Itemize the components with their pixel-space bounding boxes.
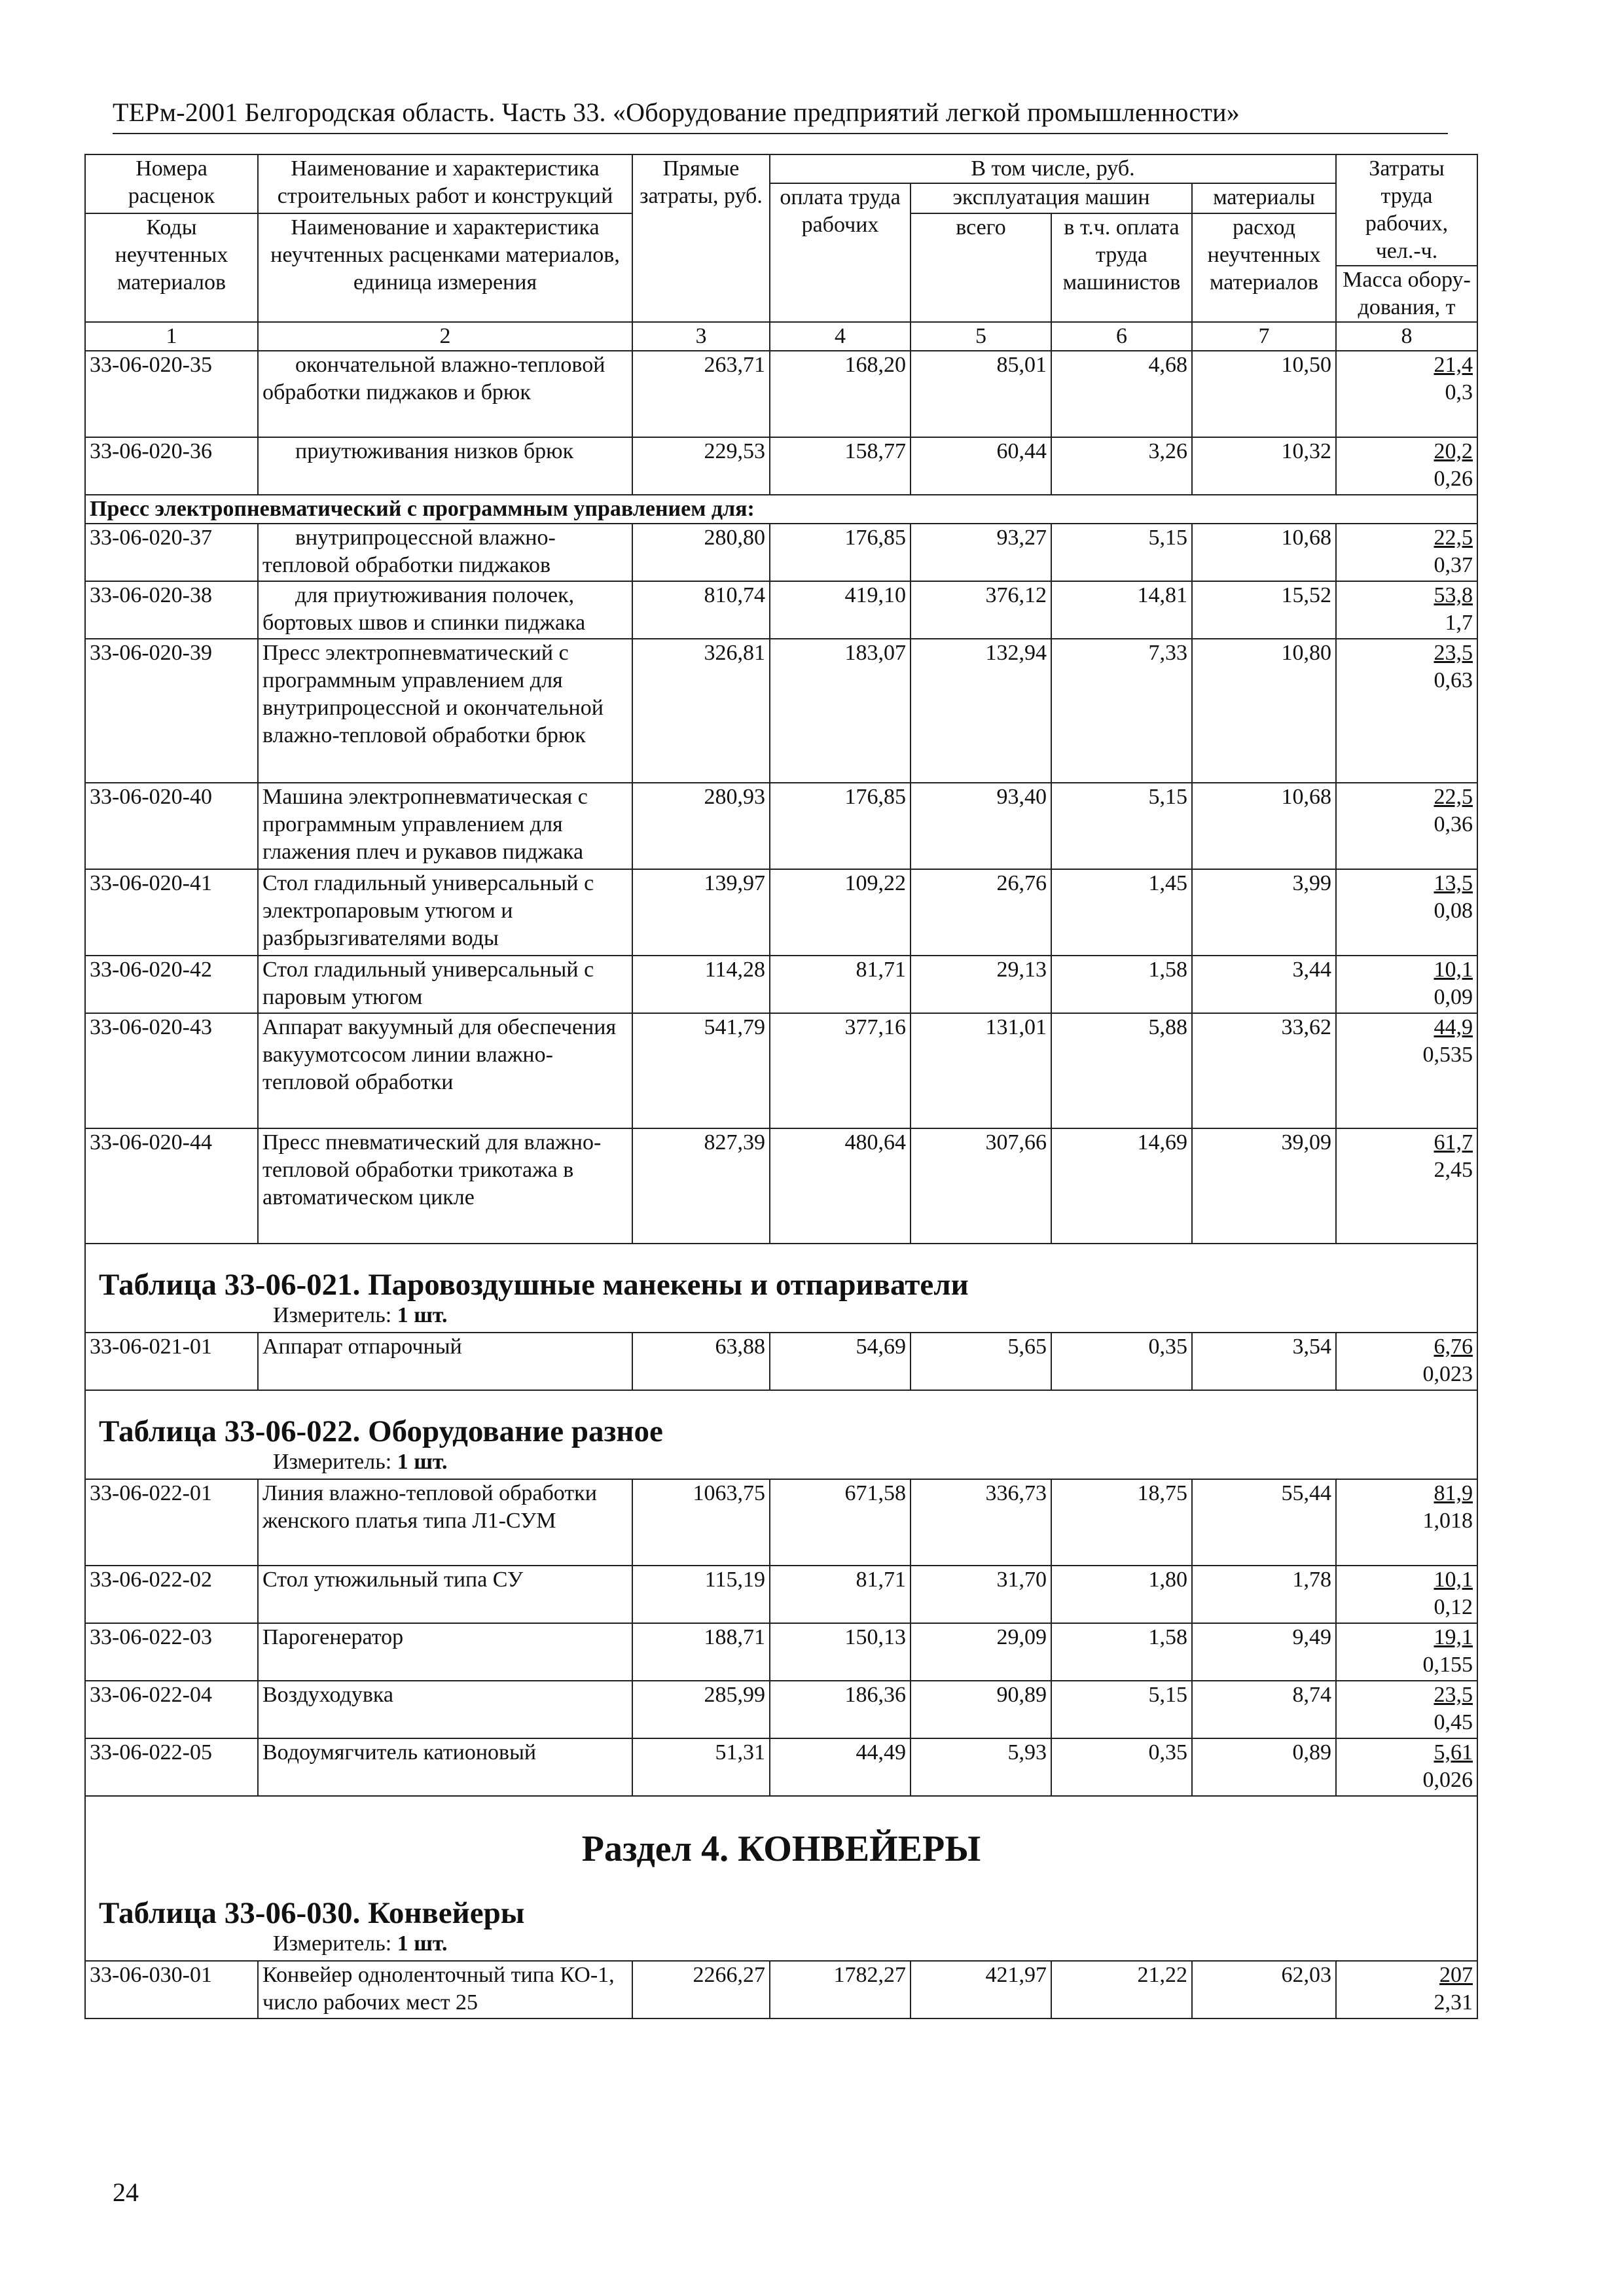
machinist-wages: 14,69 (1051, 1128, 1192, 1244)
table-heading (85, 1390, 1477, 1479)
labor-mass-cell (1336, 581, 1477, 639)
table-row (85, 581, 1477, 639)
worker-wages: 1782,27 (770, 1961, 911, 2018)
work-name: приутюживания низков брюк (258, 437, 632, 495)
table-row (85, 437, 1477, 495)
rate-code: 33-06-020-40 (85, 783, 258, 869)
direct-costs: 1063,75 (632, 1479, 770, 1566)
worker-wages: 109,22 (770, 869, 911, 956)
labor-mass-cell (1336, 1333, 1477, 1390)
labor-mass-cell (1336, 437, 1477, 495)
rate-code: 33-06-021-01 (85, 1333, 258, 1390)
meter (90, 1448, 1473, 1479)
running-header: ТЕРм-2001 Белгородская область. Часть 33. «Оборудование предприятий легкой промышленности» (113, 98, 1240, 127)
direct-costs: 827,39 (632, 1128, 770, 1244)
machinist-wages: 1,45 (1051, 869, 1192, 956)
machines-total: 421,97 (911, 1961, 1051, 2018)
group-heading: Пресс электропневматический с программным управлением для: (85, 495, 1477, 524)
table-row (85, 639, 1477, 783)
materials-cost: 3,54 (1192, 1333, 1336, 1390)
materials-cost: 55,44 (1192, 1479, 1336, 1566)
col-mass-header: Масса обору-дования, т (1336, 266, 1477, 322)
labor-hours: 22,5 (1434, 526, 1473, 550)
equipment-mass: 0,63 (1434, 668, 1473, 692)
direct-costs: 229,53 (632, 437, 770, 495)
machinist-wages: 0,35 (1051, 1333, 1192, 1390)
rate-code: 33-06-020-44 (85, 1128, 258, 1244)
worker-wages: 158,77 (770, 437, 911, 495)
column-number: 5 (911, 322, 1051, 351)
materials-cost: 1,78 (1192, 1566, 1336, 1623)
work-name: Конвейер одноленточный типа КО-1, число рабочих мест 25 (258, 1961, 632, 2018)
machines-total: 93,40 (911, 783, 1051, 869)
col-material-usage-header: расход неучтенных материалов (1192, 213, 1336, 322)
col-labor-header: Затраты труда рабочих, чел.-ч. (1336, 154, 1477, 266)
machines-total: 29,09 (911, 1623, 1051, 1681)
labor-hours: 81,9 (1434, 1481, 1473, 1505)
rate-code: 33-06-020-42 (85, 956, 258, 1013)
column-number: 4 (770, 322, 911, 351)
table-row (85, 1961, 1477, 2018)
direct-costs: 280,93 (632, 783, 770, 869)
equipment-mass: 0,026 (1422, 1768, 1473, 1792)
meter-value: 1 шт. (397, 1931, 448, 1956)
direct-costs: 114,28 (632, 956, 770, 1013)
table-row (85, 1333, 1477, 1390)
labor-mass-cell (1336, 869, 1477, 956)
rate-code: 33-06-022-05 (85, 1738, 258, 1796)
col-machinist-wages-header: в т.ч. оплата труда машинистов (1051, 213, 1192, 322)
work-name: Линия влажно-тепловой обработки женского платья типа Л1-СУМ (258, 1479, 632, 1566)
table-row (85, 1623, 1477, 1681)
table-row (85, 1566, 1477, 1623)
equipment-mass: 1,018 (1422, 1509, 1473, 1533)
labor-hours: 21,4 (1434, 353, 1473, 377)
table-heading (85, 1796, 1477, 1961)
labor-hours: 22,5 (1434, 785, 1473, 809)
labor-mass-cell (1336, 1738, 1477, 1796)
machines-total: 90,89 (911, 1681, 1051, 1738)
work-name: Стол гладильный универсальный с электропаровым утюгом и разбрызгивателями воды (258, 869, 632, 956)
machinist-wages: 3,26 (1051, 437, 1192, 495)
worker-wages: 186,36 (770, 1681, 911, 1738)
work-name: внутрипроцессной влажно-тепловой обработки пиджаков (258, 524, 632, 581)
worker-wages: 183,07 (770, 639, 911, 783)
labor-mass-cell (1336, 783, 1477, 869)
column-numbers-row (85, 322, 1477, 351)
equipment-mass: 0,37 (1434, 553, 1473, 577)
materials-cost: 39,09 (1192, 1128, 1336, 1244)
machinist-wages: 18,75 (1051, 1479, 1192, 1566)
rate-code: 33-06-020-37 (85, 524, 258, 581)
table-row (85, 1013, 1477, 1128)
materials-header: материалы (1192, 183, 1336, 213)
materials-cost: 15,52 (1192, 581, 1336, 639)
table-row (85, 351, 1477, 437)
work-name: Стол утюжильный типа СУ (258, 1566, 632, 1623)
col-machines-total-header: всего (911, 213, 1051, 322)
direct-costs: 263,71 (632, 351, 770, 437)
machinist-wages: 1,80 (1051, 1566, 1192, 1623)
labor-hours: 61,7 (1434, 1130, 1473, 1155)
machines-total: 26,76 (911, 869, 1051, 956)
table-heading (85, 1244, 1477, 1333)
machines-total: 5,93 (911, 1738, 1051, 1796)
col-material-codes-header: Коды неучтенных материалов (85, 213, 258, 322)
meter-label: Измеритель: (273, 1450, 392, 1474)
worker-wages: 54,69 (770, 1333, 911, 1390)
machines-total: 131,01 (911, 1013, 1051, 1128)
rate-code: 33-06-020-35 (85, 351, 258, 437)
labor-mass-cell (1336, 1566, 1477, 1623)
column-number: 8 (1336, 322, 1477, 351)
equipment-mass: 0,09 (1434, 985, 1473, 1009)
column-number: 6 (1051, 322, 1192, 351)
direct-costs: 280,80 (632, 524, 770, 581)
equipment-mass: 0,45 (1434, 1710, 1473, 1734)
labor-hours: 207 (1439, 1963, 1473, 1987)
machinist-wages: 5,15 (1051, 524, 1192, 581)
labor-hours: 44,9 (1434, 1015, 1473, 1039)
rate-code: 33-06-022-02 (85, 1566, 258, 1623)
equipment-mass: 0,535 (1422, 1043, 1473, 1067)
materials-cost: 8,74 (1192, 1681, 1336, 1738)
machinist-wages: 1,58 (1051, 956, 1192, 1013)
rate-code: 33-06-030-01 (85, 1961, 258, 2018)
rate-code: 33-06-020-43 (85, 1013, 258, 1128)
group-heading-row (85, 495, 1477, 524)
rate-code: 33-06-020-38 (85, 581, 258, 639)
work-name: Аппарат отпарочный (258, 1333, 632, 1390)
page-number: 24 (113, 2178, 139, 2207)
work-name: Аппарат вакуумный для обеспечения вакуумотсосом линии влажно-тепловой обработки (258, 1013, 632, 1128)
machines-header: эксплуатация машин (911, 183, 1192, 213)
labor-mass-cell (1336, 1961, 1477, 2018)
table-heading-row (85, 1244, 1477, 1333)
col-material-names-header: Наименование и характеристика неучтенных расценками материалов, единица измерения (258, 213, 632, 322)
work-name: Пресс пневматический для влажно-тепловой обработки трикотажа в автоматическом цикле (258, 1128, 632, 1244)
table-row (85, 956, 1477, 1013)
including-header: В том числе, руб. (770, 154, 1336, 183)
worker-wages: 150,13 (770, 1623, 911, 1681)
labor-mass-cell (1336, 639, 1477, 783)
direct-costs: 139,97 (632, 869, 770, 956)
materials-cost: 3,44 (1192, 956, 1336, 1013)
worker-wages: 81,71 (770, 1566, 911, 1623)
worker-wages: 480,64 (770, 1128, 911, 1244)
materials-cost: 3,99 (1192, 869, 1336, 956)
labor-hours: 5,61 (1434, 1740, 1473, 1765)
col-rate-number-header: Номера расценок (85, 154, 258, 213)
table-row (85, 869, 1477, 956)
labor-hours: 10,1 (1434, 958, 1473, 982)
rate-code: 33-06-020-41 (85, 869, 258, 956)
labor-hours: 23,5 (1434, 1683, 1473, 1707)
work-name: Стол гладильный универсальный с паровым утюгом (258, 956, 632, 1013)
table-title: Таблица 33-06-030. Конвейеры (99, 1896, 525, 1930)
meter (90, 1302, 1473, 1332)
machines-total: 132,94 (911, 639, 1051, 783)
meter-label: Измеритель: (273, 1931, 392, 1956)
labor-hours: 13,5 (1434, 871, 1473, 895)
column-number: 1 (85, 322, 258, 351)
machinist-wages: 7,33 (1051, 639, 1192, 783)
table-row (85, 1479, 1477, 1566)
direct-costs: 51,31 (632, 1738, 770, 1796)
labor-mass-cell (1336, 1479, 1477, 1566)
section-title: Раздел 4. КОНВЕЙЕРЫ (581, 1829, 981, 1869)
machinist-wages: 5,88 (1051, 1013, 1192, 1128)
column-number: 3 (632, 322, 770, 351)
labor-hours: 53,8 (1434, 583, 1473, 607)
rate-code: 33-06-022-01 (85, 1479, 258, 1566)
work-name: для приутюживания полочек, бортовых швов и спинки пиджака (258, 581, 632, 639)
machinist-wages: 4,68 (1051, 351, 1192, 437)
equipment-mass: 0,36 (1434, 812, 1473, 836)
worker-wages: 419,10 (770, 581, 911, 639)
machines-total: 31,70 (911, 1566, 1051, 1623)
machinist-wages: 14,81 (1051, 581, 1192, 639)
header-rule (113, 133, 1448, 134)
machines-total: 5,65 (911, 1333, 1051, 1390)
machines-total: 60,44 (911, 437, 1051, 495)
table-heading-row (85, 1390, 1477, 1479)
direct-costs: 810,74 (632, 581, 770, 639)
meter-value: 1 шт. (397, 1450, 448, 1474)
labor-mass-cell (1336, 524, 1477, 581)
table-title: Таблица 33-06-021. Паровоздушные манекены и отпариватели (99, 1268, 969, 1302)
materials-cost: 33,62 (1192, 1013, 1336, 1128)
machinist-wages: 5,15 (1051, 1681, 1192, 1738)
materials-cost: 10,68 (1192, 524, 1336, 581)
column-number: 7 (1192, 322, 1336, 351)
meter-value: 1 шт. (397, 1303, 448, 1327)
direct-costs: 541,79 (632, 1013, 770, 1128)
equipment-mass: 0,08 (1434, 899, 1473, 923)
equipment-mass: 1,7 (1445, 611, 1473, 635)
labor-hours: 20,2 (1434, 439, 1473, 463)
direct-costs: 326,81 (632, 639, 770, 783)
meter-label: Измеритель: (273, 1303, 392, 1327)
rate-code: 33-06-020-36 (85, 437, 258, 495)
equipment-mass: 0,155 (1422, 1653, 1473, 1677)
equipment-mass: 0,12 (1434, 1595, 1473, 1619)
machinist-wages: 1,58 (1051, 1623, 1192, 1681)
worker-wages: 671,58 (770, 1479, 911, 1566)
equipment-mass: 0,26 (1434, 467, 1473, 491)
worker-wages: 81,71 (770, 956, 911, 1013)
rates-table (84, 154, 1478, 2019)
column-number: 2 (258, 322, 632, 351)
rate-code: 33-06-022-04 (85, 1681, 258, 1738)
col-direct-costs-header: Прямые затраты, руб. (632, 154, 770, 322)
materials-cost: 10,68 (1192, 783, 1336, 869)
direct-costs: 63,88 (632, 1333, 770, 1390)
labor-mass-cell (1336, 956, 1477, 1013)
equipment-mass: 2,45 (1434, 1158, 1473, 1182)
meter (90, 1930, 1473, 1960)
machinist-wages: 21,22 (1051, 1961, 1192, 2018)
rate-code: 33-06-020-39 (85, 639, 258, 783)
work-name: Воздуходувка (258, 1681, 632, 1738)
col-work-name-header: Наименование и характеристика строительных работ и конструкций (258, 154, 632, 213)
rate-code: 33-06-022-03 (85, 1623, 258, 1681)
labor-mass-cell (1336, 1681, 1477, 1738)
machines-total: 336,73 (911, 1479, 1051, 1566)
worker-wages: 168,20 (770, 351, 911, 437)
labor-mass-cell (1336, 1013, 1477, 1128)
work-name: Парогенератор (258, 1623, 632, 1681)
direct-costs: 188,71 (632, 1623, 770, 1681)
materials-cost: 0,89 (1192, 1738, 1336, 1796)
table-row (85, 783, 1477, 869)
machines-total: 376,12 (911, 581, 1051, 639)
machinist-wages: 5,15 (1051, 783, 1192, 869)
work-name: Пресс электропневматический с программным управлением для внутрипроцессной и окончательной влажно-тепловой обработки брюк (258, 639, 632, 783)
table-row (85, 524, 1477, 581)
equipment-mass: 0,3 (1445, 380, 1473, 404)
table-row (85, 1738, 1477, 1796)
direct-costs: 2266,27 (632, 1961, 770, 2018)
materials-cost: 10,50 (1192, 351, 1336, 437)
worker-wages: 44,49 (770, 1738, 911, 1796)
work-name: Водоумягчитель катионовый (258, 1738, 632, 1796)
table-row (85, 1681, 1477, 1738)
table-heading-row (85, 1796, 1477, 1961)
machinist-wages: 0,35 (1051, 1738, 1192, 1796)
materials-cost: 10,32 (1192, 437, 1336, 495)
worker-wages: 377,16 (770, 1013, 911, 1128)
equipment-mass: 2,31 (1434, 1990, 1473, 2015)
machines-total: 85,01 (911, 351, 1051, 437)
labor-mass-cell (1336, 1128, 1477, 1244)
col-wages-header: оплата труда рабочих (770, 183, 911, 322)
table-row (85, 1128, 1477, 1244)
direct-costs: 285,99 (632, 1681, 770, 1738)
labor-mass-cell (1336, 1623, 1477, 1681)
labor-mass-cell (1336, 351, 1477, 437)
direct-costs: 115,19 (632, 1566, 770, 1623)
equipment-mass: 0,023 (1422, 1362, 1473, 1386)
materials-cost: 10,80 (1192, 639, 1336, 783)
labor-hours: 23,5 (1434, 641, 1473, 665)
labor-hours: 19,1 (1434, 1625, 1473, 1649)
materials-cost: 62,03 (1192, 1961, 1336, 2018)
machines-total: 29,13 (911, 956, 1051, 1013)
work-name: Машина электропневматическая с программным управлением для глажения плеч и рукавов пиджака (258, 783, 632, 869)
machines-total: 307,66 (911, 1128, 1051, 1244)
labor-hours: 6,76 (1434, 1335, 1473, 1359)
machines-total: 93,27 (911, 524, 1051, 581)
worker-wages: 176,85 (770, 524, 911, 581)
worker-wages: 176,85 (770, 783, 911, 869)
work-name: окончательной влажно-тепловой обработки пиджаков и брюк (258, 351, 632, 437)
labor-hours: 10,1 (1434, 1568, 1473, 1592)
table-title: Таблица 33-06-022. Оборудование разное (99, 1414, 663, 1448)
materials-cost: 9,49 (1192, 1623, 1336, 1681)
